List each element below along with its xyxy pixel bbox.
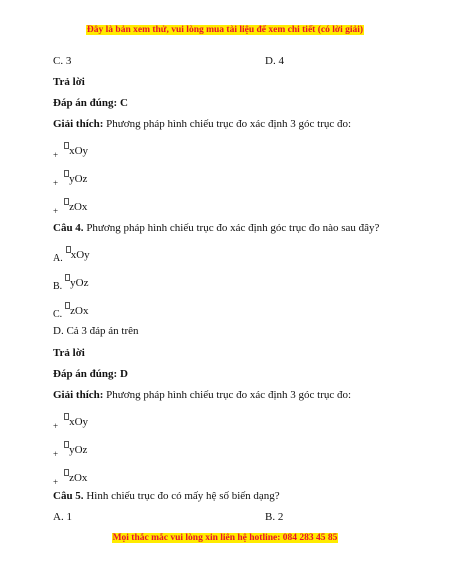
answer-heading: Trả lời <box>53 347 85 359</box>
explanation: Giải thích: Phương pháp hình chiếu trục đo xác định 3 góc trục đo: <box>53 118 352 130</box>
preview-banner: Đây là bản xem thử, vui lòng mua tài liệu để xem chi tiết (có lời giải) <box>86 25 364 35</box>
hotline-banner: Mọi thắc mắc vui lòng xin liên hệ hotline: 084 283 45 85 <box>112 533 338 543</box>
list-item: $_+$ xOy <box>53 142 88 162</box>
option-d: D. Cả 3 đáp án trên <box>53 325 139 337</box>
list-item: $_+$ yOz <box>53 441 87 461</box>
list-item: $_+$ zOx <box>53 198 87 218</box>
explanation: Giải thích: Phương pháp hình chiếu trục đo xác định 3 góc trục đo: <box>53 389 352 401</box>
answer-label: Đáp án đúng: D <box>53 368 128 380</box>
option-b: B. 2 <box>265 511 284 523</box>
option-c: C. zOx <box>53 302 89 321</box>
answer-heading: Trả lời <box>53 76 85 88</box>
question-5: Câu 5. Hình chiếu trục đo có mấy hệ số biến dạng? <box>53 490 280 502</box>
option-a: A. xOy <box>53 246 90 265</box>
list-item: $_+$ xOy <box>53 413 88 433</box>
option-b: B. yOz <box>53 274 89 293</box>
question-4: Câu 4. Phương pháp hình chiếu trục đo xác định góc trục đo nào sau đây? <box>53 222 380 234</box>
option-c: C. 3 <box>53 55 72 67</box>
option-a: A. 1 <box>53 511 72 523</box>
answer-label: Đáp án đúng: C <box>53 97 128 109</box>
list-item: $_+$ zOx <box>53 469 87 489</box>
list-item: $_+$ yOz <box>53 170 87 190</box>
option-d: D. 4 <box>265 55 284 67</box>
